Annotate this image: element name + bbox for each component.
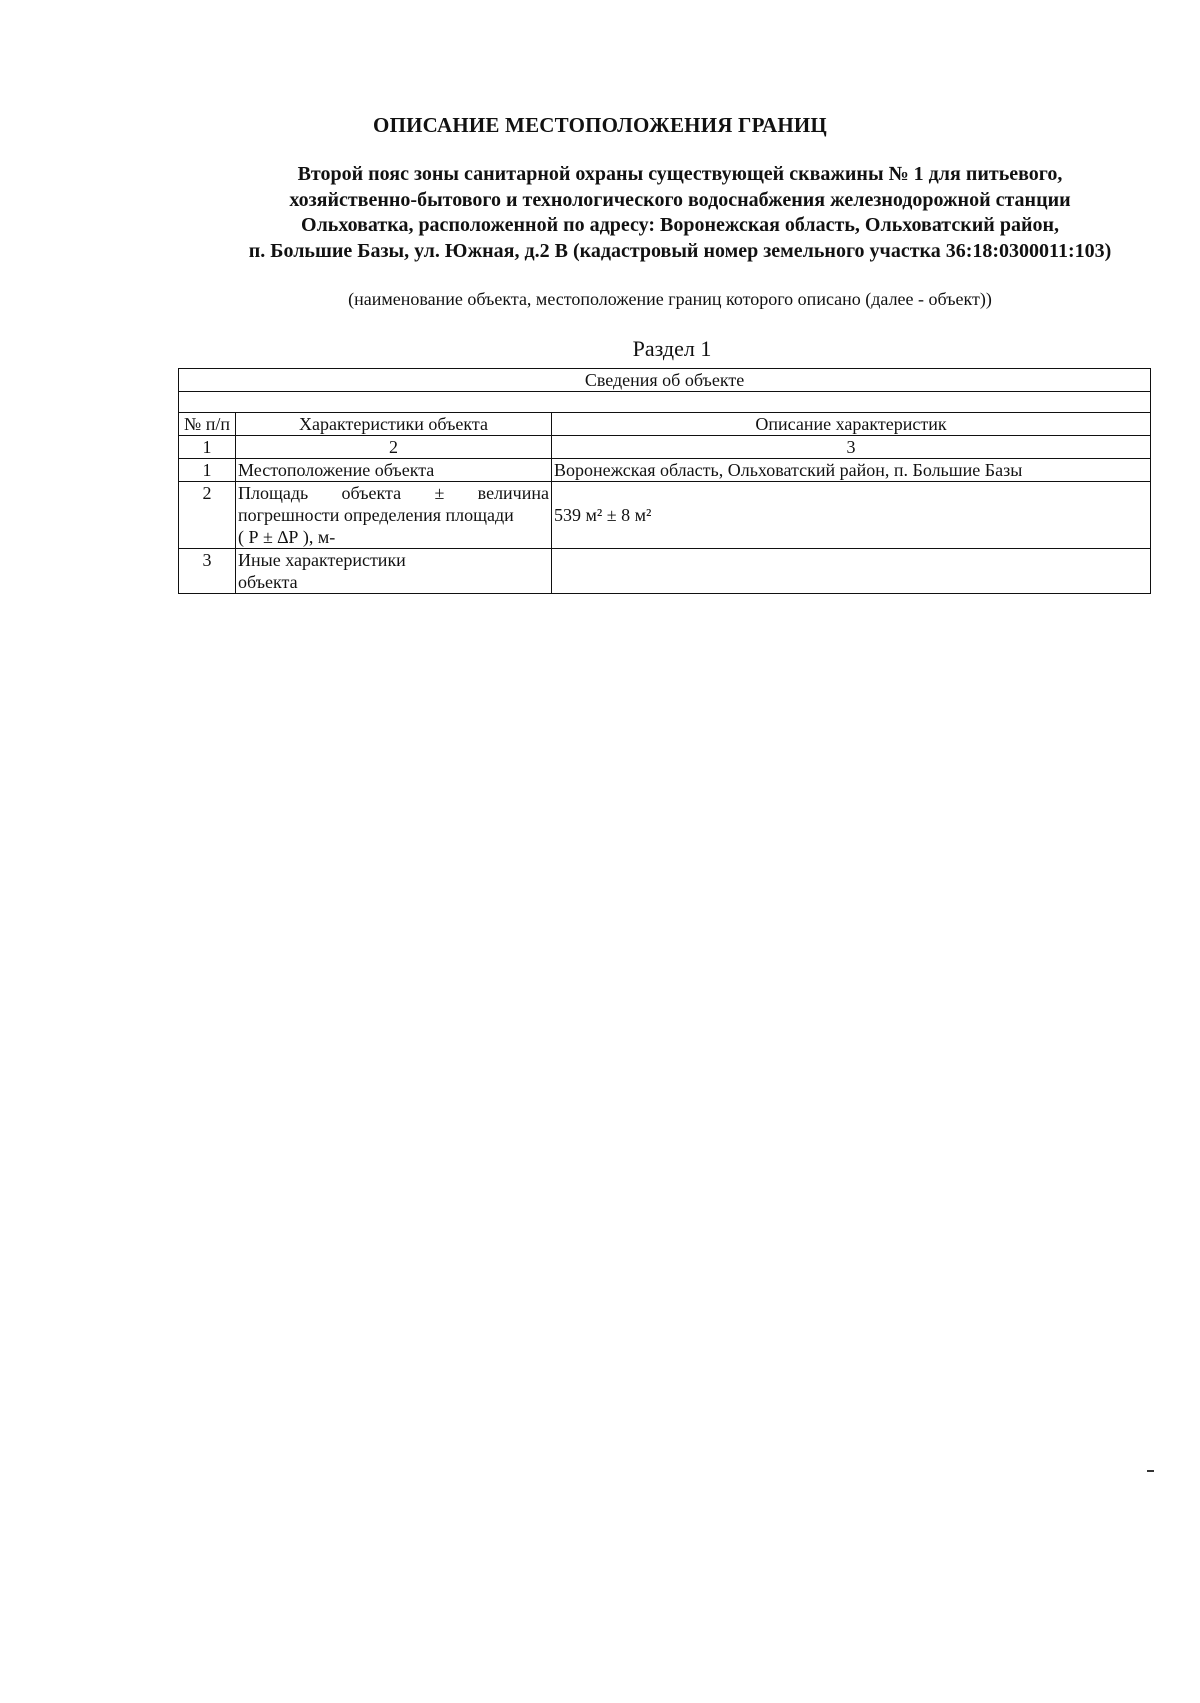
- table-row: [179, 482, 1151, 549]
- row-number: 1: [179, 459, 236, 482]
- table-row: [179, 549, 1151, 594]
- row-characteristic-line: ( Р ± ∆Р ), м-: [238, 527, 336, 547]
- object-name-line-3: Ольховатка, расположенной по адресу: Воронежская область, Ольховатский район,: [301, 214, 1059, 236]
- row-number: 3: [179, 549, 236, 594]
- column-number-3: 3: [552, 436, 1151, 459]
- object-name-line-2: хозяйственно-бытового и технологического водоснабжения железнодорожной станции: [289, 188, 1071, 211]
- table-header-row: [179, 413, 1151, 436]
- table-caption-row: [179, 369, 1151, 392]
- row-number: 2: [179, 482, 236, 549]
- row-characteristic-line: Площадь объекта ± величина: [238, 483, 549, 503]
- blank-cell: [179, 392, 1151, 413]
- object-name-caption: (наименование объекта, местоположение границ которого описано (далее - объект)): [348, 289, 992, 309]
- row-characteristic-line: погрешности определения площади: [238, 505, 514, 525]
- row-description: [552, 549, 1151, 594]
- column-number-2: 2: [236, 436, 552, 459]
- object-name-line-4: п. Большие Базы, ул. Южная, д.2 В (кадастровый номер земельного участка 36:18:0300011:103): [248, 239, 1112, 262]
- scan-mark: [1147, 1470, 1154, 1472]
- page-title: ОПИСАНИЕ МЕСТОПОЛОЖЕНИЯ ГРАНИЦ: [373, 113, 827, 137]
- object-name: [150, 162, 1200, 264]
- header-description: Описание характеристик: [552, 413, 1151, 436]
- table-blank-row: [179, 392, 1151, 413]
- row-description: Воронежская область, Ольховатский район, п. Большие Базы: [552, 459, 1151, 482]
- column-number-1: 1: [179, 436, 236, 459]
- table-caption: Сведения об объекте: [179, 369, 1151, 392]
- row-description: 539 м² ± 8 м²: [552, 482, 1151, 549]
- object-name-line-1: Второй пояс зоны санитарной охраны существующей скважины № 1 для питьевого,: [297, 163, 1063, 185]
- row-characteristic-line: объекта: [238, 572, 298, 592]
- row-characteristic: Местоположение объекта: [236, 459, 552, 482]
- section-label: Раздел 1: [632, 336, 712, 361]
- table-row: [179, 459, 1151, 482]
- object-info-table: [178, 368, 1151, 594]
- header-number: № п/п: [179, 413, 236, 436]
- row-characteristic: [236, 549, 552, 594]
- table-column-numbers-row: [179, 436, 1151, 459]
- header-characteristic: Характеристики объекта: [236, 413, 552, 436]
- row-characteristic: [236, 482, 552, 549]
- row-characteristic-line: Иные характеристики: [238, 550, 406, 570]
